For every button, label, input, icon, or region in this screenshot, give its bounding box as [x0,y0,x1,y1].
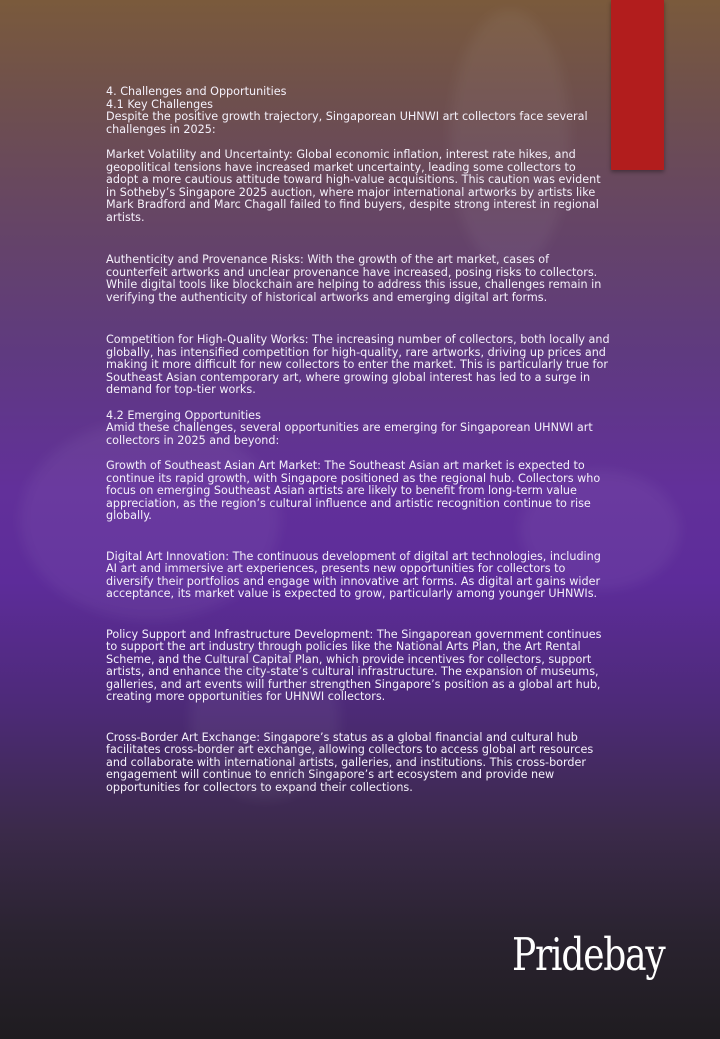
subsection-heading-challenges: 4.1 Key Challenges [106,97,213,111]
opportunity-item: Digital Art Innovation: The continuous development of digital art technologies, including AI art and immersive art experiences, presents new opportunities for collectors to diversify their portfolios and engage with innovative art forms. As digital art gains wider acceptance, its market value is expected to grow, particularly among younger UHNWIs. [106,549,601,600]
opportunity-item: Policy Support and Infrastructure Development: The Singaporean government continues to support the art industry through policies like the National Arts Plan, the Art Rental Scheme, and the Cultural Capital Plan, which provide incentives for collectors, support artists, and enhance the city-state’s cultural infrastructure. The expansion of museums, galleries, and art events will further strengthen Singapore’s position as a global art hub, creating more opportunities for UHNWI collectors. [106,627,602,703]
brand-logo: Pridebay [512,928,665,981]
opportunities-intro: Amid these challenges, several opportunities are emerging for Singaporean UHNWI art collectors in 2025 and beyond: [106,421,593,447]
section-heading: 4. Challenges and Opportunities [106,85,287,98]
subsection-heading-opportunities: 4.2 Emerging Opportunities [106,408,261,422]
document-body [106,86,611,794]
challenge-item: Authenticity and Provenance Risks: With the growth of the art market, cases of counterfeit artworks and unclear provenance have increased, posing risks to collectors. While digital tools like blockchain are helping to address this issue, challenges remain in verifying the authenticity of historical artworks and emerging digital art forms. [106,253,602,304]
opportunity-item: Growth of Southeast Asian Art Market: The Southeast Asian art market is expected to continue its rapid growth, with Singapore positioned as the regional hub. Collectors who focus on emerging Southeast Asian artists are likely to benefit from long-term value appreciation, as the region’s cultural influence and artistic recognition continue to rise globally. [106,459,601,522]
challenge-item: Competition for High-Quality Works: The increasing number of collectors, both locally and globally, has intensified competition for high-quality, rare artworks, driving up prices and making it more difficult for new collectors to enter the market. This is particularly true for Southeast Asian contemporary art, where growing global interest has led to a surge in demand for top-tier works. [106,333,610,396]
challenges-intro: Despite the positive growth trajectory, Singaporean UHNWI art collectors face several challenges in 2025: [106,110,588,136]
challenge-item: Market Volatility and Uncertainty: Global economic inflation, interest rate hikes, and geopolitical tensions have increased market uncertainty, leading some collectors to adopt a more cautious attitude toward high-value acquisitions. This caution was evident in Sotheby’s Singapore 2025 auction, where major international artworks by artists like Mark Bradford and Marc Chagall failed to find buyers, despite strong interest in regional artists. [106,148,601,224]
red-ribbon-bookmark [611,0,664,170]
opportunity-item: Cross-Border Art Exchange: Singapore’s status as a global financial and cultural hub facilitates cross-border art exchange, allowing collectors to access global art resources and collaborate with international artists, galleries, and institutions. This cross-border engagement will continue to enrich Singapore’s art ecosystem and provide new opportunities for collectors to expand their collections. [106,730,594,794]
